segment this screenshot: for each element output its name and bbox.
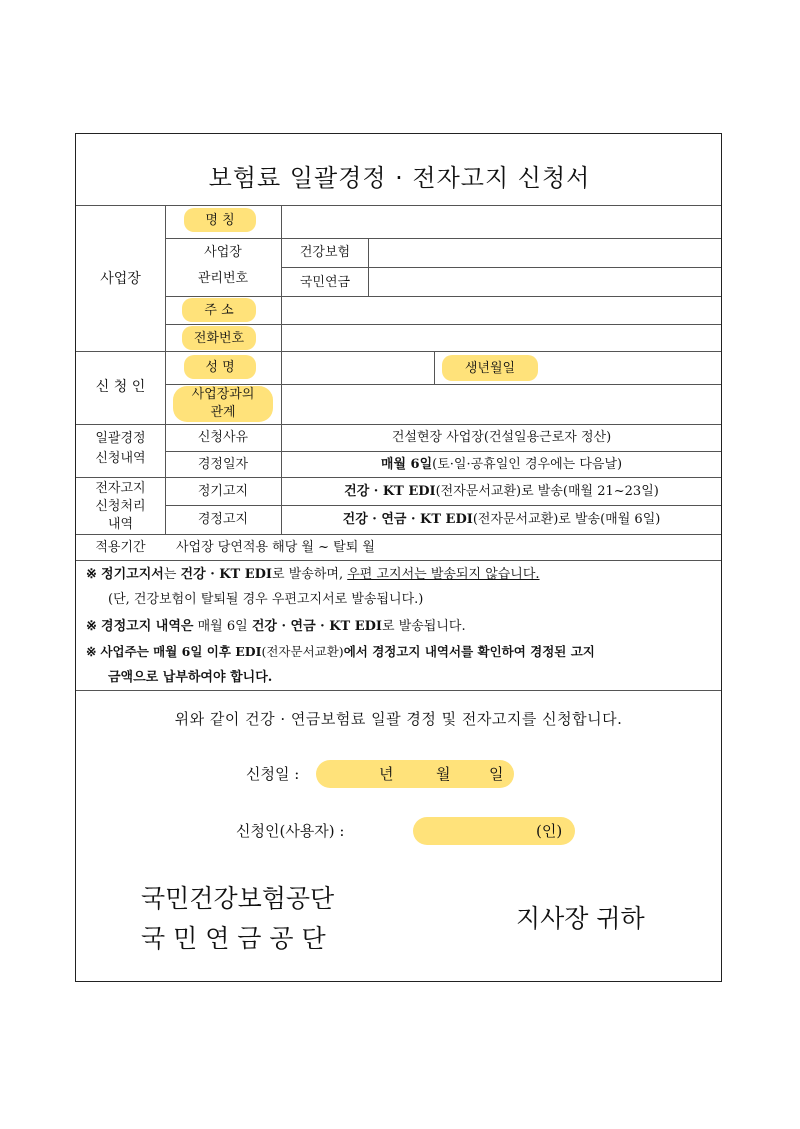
period-value: 사업장 당연적용 해당 월 ~ 탈퇴 월 xyxy=(176,540,375,555)
relation-label-1: 사업장과의 xyxy=(191,387,255,402)
address-field[interactable] xyxy=(282,297,720,324)
signer-label: 신청인(사용자) : xyxy=(236,822,345,840)
workplace-name-field[interactable] xyxy=(282,206,720,238)
phone-label: 전화번호 xyxy=(193,331,245,346)
date-month: 월 xyxy=(436,765,451,783)
date-line-label: 신청일 : xyxy=(246,765,300,783)
e-notice-label-1: 전자고지 xyxy=(95,481,146,496)
regular-notice-label: 정기고지 xyxy=(197,484,249,499)
note-1-sub: (단, 건강보험이 탈퇴될 경우 우편고지서로 발송됩니다.) xyxy=(108,592,424,607)
regular-notice-value: 건강 · KT EDI(전자문서교환)로 발송(매월 21~23일) xyxy=(344,484,659,499)
phone-field[interactable] xyxy=(282,325,720,351)
address-label: 주 소 xyxy=(204,303,234,318)
reason-label: 신청사유 xyxy=(197,430,249,445)
health-mgmt-no-field[interactable] xyxy=(369,239,720,267)
requester-name-label: 성 명 xyxy=(205,360,235,375)
date-label: 경정일자 xyxy=(197,457,249,472)
e-notice-label-3: 내역 xyxy=(107,517,134,532)
birth-label: 생년월일 xyxy=(464,361,516,376)
org-nhis: 국민건강보험공단 xyxy=(141,884,335,913)
seal-mark: (인) xyxy=(536,822,563,840)
note-1: ※ 정기고지서는 건강 · KT EDI로 발송하며, 우편 고지서는 발송되지 않습니다. xyxy=(86,567,540,582)
date-value: 매월 6일(토·일·공휴일인 경우에는 다음날) xyxy=(380,457,623,472)
bulk-correction-label-2: 신청내역 xyxy=(95,451,146,466)
name-label: 명 칭 xyxy=(205,213,235,228)
declaration-text: 위와 같이 건강 · 연금보험료 일괄 경정 및 전자고지를 신청합니다. xyxy=(174,710,623,728)
form-title: 보험료 일괄경정 · 전자고지 신청서 xyxy=(208,164,591,192)
mgmt-no-label-1: 사업장 xyxy=(204,245,242,260)
application-form xyxy=(75,133,722,982)
reason-value: 건설현장 사업장(건설일용근로자 정산) xyxy=(391,430,612,445)
birth-field[interactable] xyxy=(541,352,720,384)
workplace-label: 사업장 xyxy=(100,271,141,287)
addressee: 지사장 귀하 xyxy=(516,904,645,933)
note-2: ※ 경정고지 내역은 매월 6일 건강 · 연금 · KT EDI로 발송됩니다. xyxy=(86,619,466,634)
period-label: 적용기간 xyxy=(95,540,146,555)
e-notice-label-2: 신청처리 xyxy=(95,499,146,514)
health-insurance-label: 건강보험 xyxy=(299,245,351,260)
date-field[interactable] xyxy=(316,760,514,788)
relation-field[interactable] xyxy=(282,385,720,424)
national-pension-label: 국민연금 xyxy=(299,275,351,290)
org-nps: 국 민 연 금 공 단 xyxy=(141,924,326,953)
requester-label: 신 청 인 xyxy=(95,379,146,395)
relation-label-2: 관계 xyxy=(210,405,236,420)
correction-notice-value: 건강 · 연금 · KT EDI(전자문서교환)로 발송(매월 6일) xyxy=(342,512,661,527)
note-3: ※ 사업주는 매월 6일 이후 EDI(전자문서교환)에서 경정고지 내역서를 확인하여 경정된 고지 xyxy=(86,644,595,659)
pension-mgmt-no-field[interactable] xyxy=(369,268,720,296)
mgmt-no-label-2: 관리번호 xyxy=(197,271,249,286)
date-year: 년 xyxy=(379,765,394,783)
correction-notice-label: 경정고지 xyxy=(197,512,249,527)
date-day: 일 xyxy=(489,765,504,783)
bulk-correction-label-1: 일괄경정 xyxy=(95,431,146,446)
note-3-line2: 금액으로 납부하여야 합니다. xyxy=(108,670,273,685)
requester-name-field[interactable] xyxy=(282,352,434,384)
